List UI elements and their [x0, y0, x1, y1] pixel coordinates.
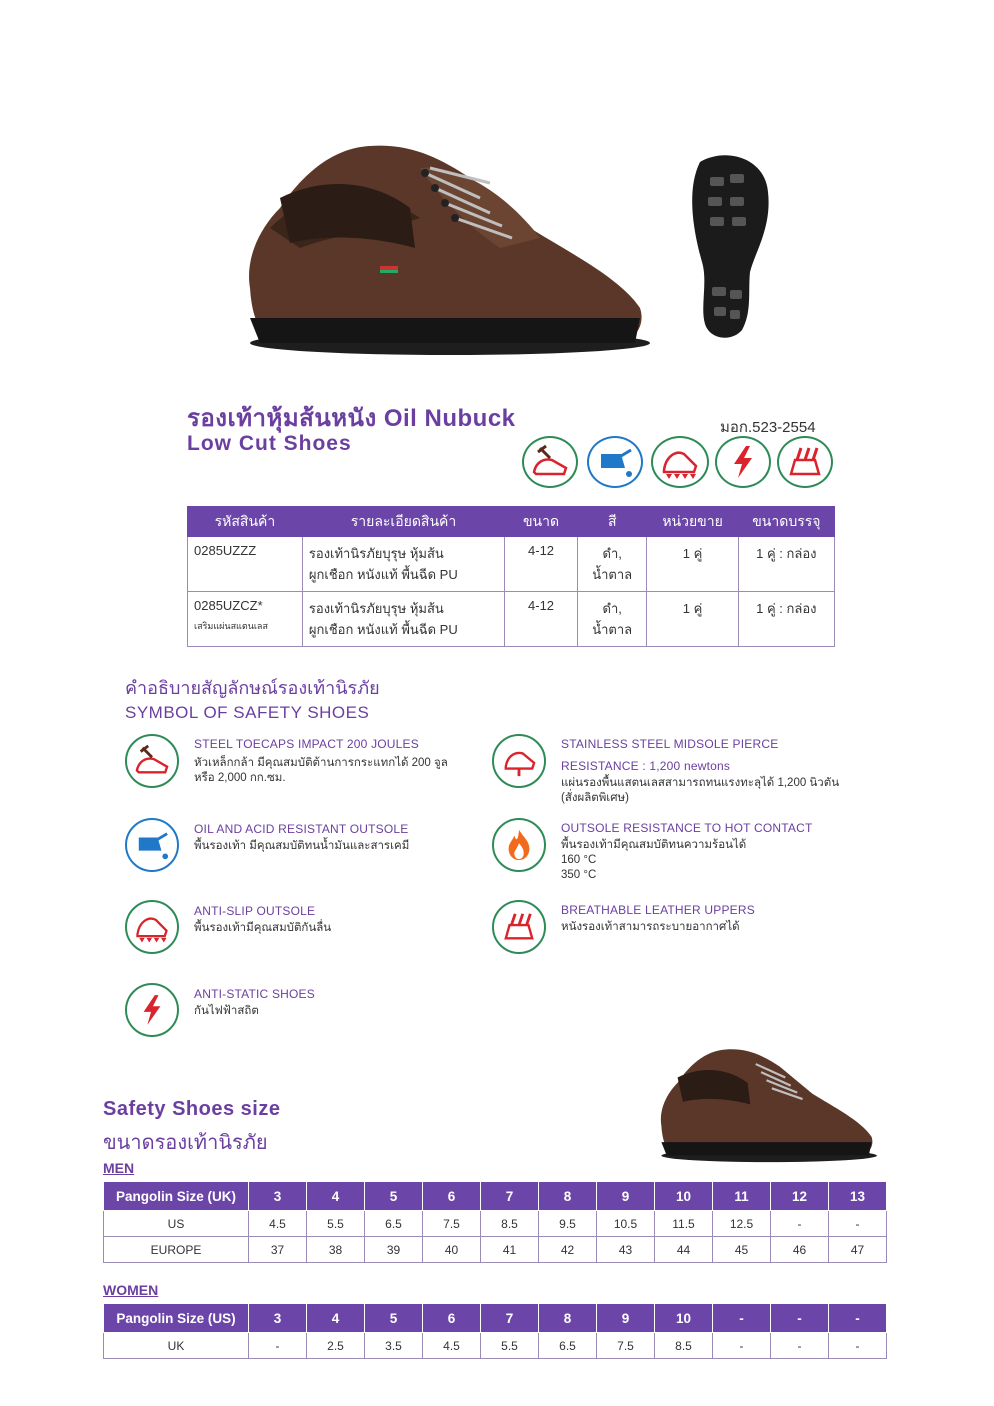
size-col: 6: [423, 1182, 481, 1211]
size-title-en: Safety Shoes size: [103, 1098, 281, 1120]
size-cell: 3.5: [365, 1333, 423, 1359]
symbol-title: ANTI-SLIP OUTSOLE: [194, 904, 316, 918]
size-cell: 8.5: [481, 1211, 539, 1237]
table-row: [104, 1211, 887, 1237]
size-col: 6: [423, 1304, 481, 1333]
size-col: 9: [597, 1304, 655, 1333]
symbol-title: BREATHABLE LEATHER UPPERS: [561, 903, 755, 917]
oil-resistant-icon: [587, 436, 643, 488]
product-color-line2: น้ำตาล: [592, 567, 633, 582]
header-color: สี: [577, 507, 646, 537]
product-size: 4-12: [528, 543, 555, 558]
symbol-desc: กันไฟฟ้าสถิต: [194, 1005, 259, 1017]
symbol-desc: 160 °C: [561, 854, 597, 866]
shoe-side-image: [240, 138, 652, 360]
product-desc-line2: ผูกเชือก หนังแท้ พื้นฉีด PU: [308, 622, 458, 637]
size-cell: 5.5: [307, 1211, 365, 1237]
size-col: 4: [307, 1304, 365, 1333]
shoe-small-image: [656, 1040, 878, 1170]
header-description: รายละเอียดสินค้า: [302, 507, 504, 537]
symbol-title: STEEL TOECAPS IMPACT 200 JOULES: [194, 737, 419, 751]
size-cell: 6.5: [539, 1333, 597, 1359]
size-col: 7: [481, 1182, 539, 1211]
size-cell: 40: [423, 1237, 481, 1263]
anti-slip-icon: [125, 900, 179, 954]
women-label: WOMEN: [103, 1282, 159, 1298]
size-col: 3: [249, 1182, 307, 1211]
size-col: 4: [307, 1182, 365, 1211]
product-pack: 1 คู่ : กล่อง: [756, 601, 817, 616]
women-size-table: [103, 1303, 887, 1359]
shoe-sole-image: [680, 152, 775, 340]
table-row: [104, 1237, 887, 1263]
size-cell: 46: [771, 1237, 829, 1263]
size-cell: 42: [539, 1237, 597, 1263]
row-label: US: [104, 1211, 249, 1237]
breathable-icon: [777, 436, 833, 488]
size-title-th: ขนาดรองเท้านิรภัย: [103, 1132, 268, 1154]
oil-resistant-icon: [125, 818, 179, 872]
size-col: -: [829, 1304, 887, 1333]
size-cell: 37: [249, 1237, 307, 1263]
size-col: 10: [655, 1304, 713, 1333]
product-title-th: รองเท้าหุ้มส้นหนัง Oil Nubuck: [187, 405, 516, 432]
size-col: 5: [365, 1304, 423, 1333]
size-col: 5: [365, 1182, 423, 1211]
table-row: [104, 1333, 887, 1359]
size-cell: -: [771, 1333, 829, 1359]
symbol-title: STAINLESS STEEL MIDSOLE PIERCE: [561, 737, 779, 751]
size-cell: 7.5: [423, 1211, 481, 1237]
header-pack: ขนาดบรรจุ: [738, 507, 834, 537]
size-col: 3: [249, 1304, 307, 1333]
men-label: MEN: [103, 1160, 135, 1176]
men-size-header: Pangolin Size (UK): [104, 1182, 249, 1211]
product-desc-line1: รองเท้านิรภัยบุรุษ หุ้มส้น: [308, 546, 444, 561]
size-col: 10: [655, 1182, 713, 1211]
size-col: 7: [481, 1304, 539, 1333]
size-cell: 12.5: [713, 1211, 771, 1237]
product-color-line1: ดำ,: [602, 546, 622, 561]
size-cell: -: [771, 1211, 829, 1237]
size-col: 11: [713, 1182, 771, 1211]
row-label: EUROPE: [104, 1237, 249, 1263]
symbol-desc: แผ่นรองพื้นแสตนเลสสามารถทนแรงทะลุได้ 1,200 นิวตัน: [561, 777, 840, 789]
product-unit: 1 คู่: [682, 546, 703, 561]
header-code: รหัสสินค้า: [188, 507, 303, 537]
symbol-desc: พื้นรองเท้ามีคุณสมบัติทนความร้อนได้: [561, 839, 747, 851]
size-cell: 8.5: [655, 1333, 713, 1359]
row-label: UK: [104, 1333, 249, 1359]
size-cell: 45: [713, 1237, 771, 1263]
product-size: 4-12: [528, 598, 555, 613]
symbol-desc: หัวเหล็กกล้า มีคุณสมบัติต้านการกระแทกได้ 200 จูล: [194, 757, 448, 769]
breathable-icon: [492, 900, 546, 954]
size-col: -: [713, 1304, 771, 1333]
men-size-table: [103, 1181, 887, 1263]
product-code: 0285UZZZ: [194, 543, 257, 558]
header-unit: หน่วยขาย: [647, 507, 738, 537]
midsole-pierce-icon: [492, 734, 546, 788]
size-cell: 7.5: [597, 1333, 655, 1359]
size-cell: 11.5: [655, 1211, 713, 1237]
size-cell: -: [713, 1333, 771, 1359]
size-cell: 44: [655, 1237, 713, 1263]
symbol-title: OUTSOLE RESISTANCE TO HOT CONTACT: [561, 821, 813, 835]
size-cell: 10.5: [597, 1211, 655, 1237]
product-unit: 1 คู่: [682, 601, 703, 616]
symbol-desc: พื้นรองเท้า มีคุณสมบัติทนน้ำมันและสารเคมี: [194, 840, 410, 852]
size-cell: 4.5: [423, 1333, 481, 1359]
size-cell: 2.5: [307, 1333, 365, 1359]
size-cell: 5.5: [481, 1333, 539, 1359]
symbol-title: ANTI-STATIC SHOES: [194, 987, 315, 1001]
size-cell: -: [829, 1333, 887, 1359]
size-cell: 47: [829, 1237, 887, 1263]
size-col: 12: [771, 1182, 829, 1211]
product-desc-line2: ผูกเชือก หนังแท้ พื้นฉีด PU: [308, 567, 458, 582]
size-col: -: [771, 1304, 829, 1333]
product-desc-line1: รองเท้านิรภัยบุรุษ หุ้มส้น: [308, 601, 444, 616]
steel-toecap-icon: [522, 436, 578, 488]
symbols-heading-en: SYMBOL OF SAFETY SHOES: [125, 703, 370, 722]
size-col: 8: [539, 1182, 597, 1211]
size-cell: 41: [481, 1237, 539, 1263]
symbol-title: OIL AND ACID RESISTANT OUTSOLE: [194, 822, 409, 836]
product-code-note: เสริมแผ่นสแตนเลส: [194, 621, 268, 631]
size-cell: -: [829, 1211, 887, 1237]
symbol-desc: 350 °C: [561, 869, 597, 881]
size-cell: 6.5: [365, 1211, 423, 1237]
size-col: 13: [829, 1182, 887, 1211]
symbols-heading-th: คำอธิบายสัญลักษณ์รองเท้านิรภัย: [125, 678, 380, 698]
size-cell: 38: [307, 1237, 365, 1263]
size-cell: 39: [365, 1237, 423, 1263]
size-col: 9: [597, 1182, 655, 1211]
anti-static-icon: [125, 983, 179, 1037]
product-pack: 1 คู่ : กล่อง: [756, 546, 817, 561]
symbol-desc: (สั่งผลิตพิเศษ): [561, 792, 629, 804]
product-color-line2: น้ำตาล: [592, 622, 633, 637]
size-cell: -: [249, 1333, 307, 1359]
standard-label: มอก.523-2554: [720, 419, 816, 436]
product-color-line1: ดำ,: [602, 601, 622, 616]
product-code: 0285UZCZ*: [194, 598, 263, 613]
size-col: 8: [539, 1304, 597, 1333]
symbol-desc: หนังรองเท้าสามารถระบายอากาศได้: [561, 921, 740, 933]
symbol-title-2: RESISTANCE : 1,200 newtons: [561, 759, 731, 773]
anti-slip-icon: [651, 436, 709, 488]
steel-toecap-icon: [125, 734, 179, 788]
table-row: [188, 537, 835, 592]
product-table: [187, 506, 835, 647]
size-cell: 4.5: [249, 1211, 307, 1237]
size-cell: 9.5: [539, 1211, 597, 1237]
symbol-desc: พื้นรองเท้ามีคุณสมบัติกันลื่น: [194, 922, 332, 934]
symbol-desc: หรือ 2,000 กก.ซม.: [194, 772, 286, 784]
women-size-header: Pangolin Size (US): [104, 1304, 249, 1333]
size-cell: 43: [597, 1237, 655, 1263]
product-title-en: Low Cut Shoes: [187, 432, 352, 455]
hot-contact-icon: [492, 818, 546, 872]
table-row: [188, 592, 835, 647]
header-size: ขนาด: [505, 507, 578, 537]
anti-static-icon: [715, 436, 771, 488]
